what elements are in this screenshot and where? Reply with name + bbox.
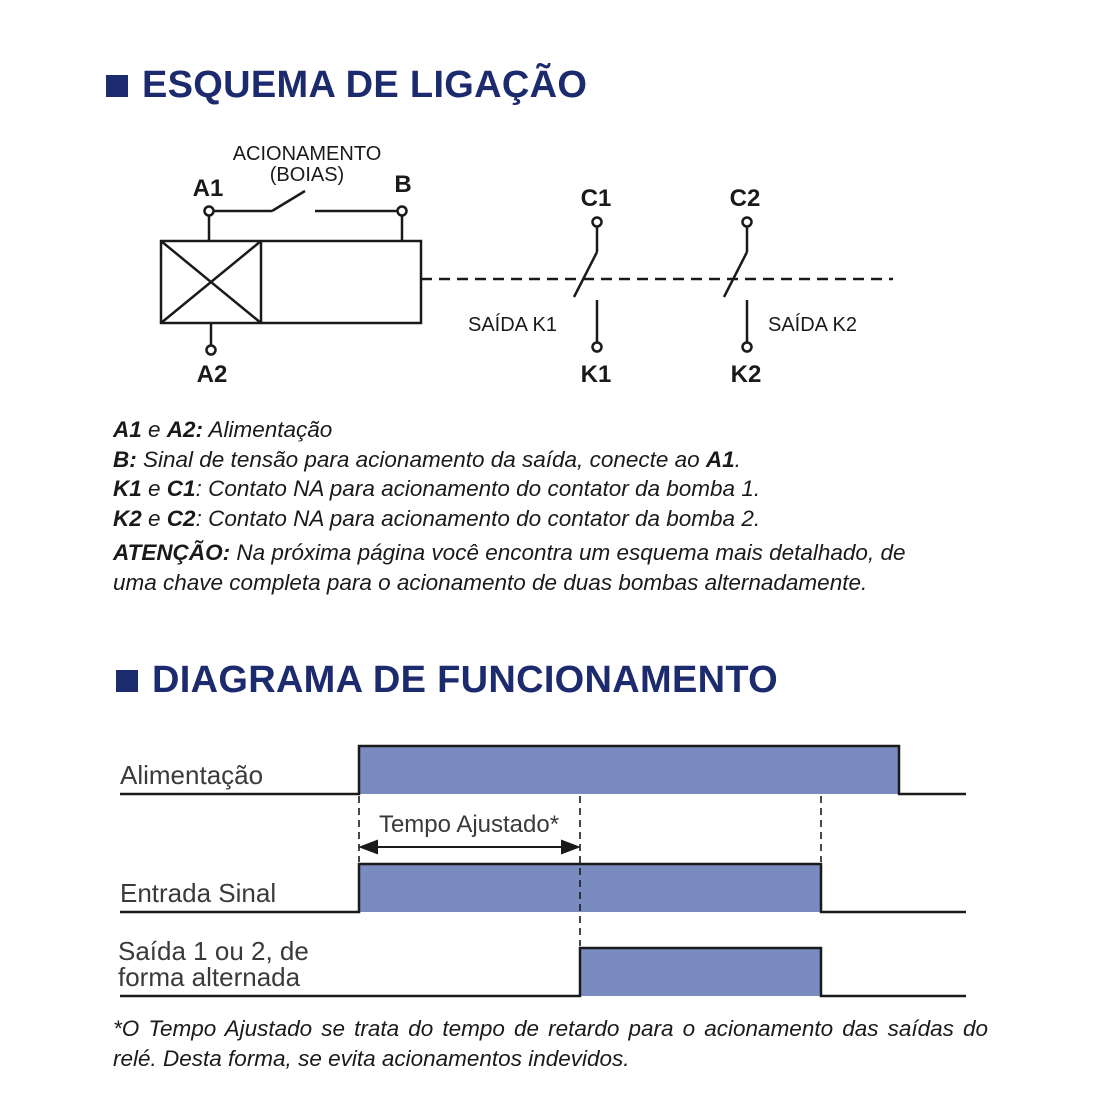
row-label-signal: Entrada Sinal [120,878,277,908]
output-pulse [580,948,821,996]
legend-line-k2 [113,504,1013,534]
timing-diagram [118,746,966,996]
legend-desc: Sinal de tensão para acionamento da saída, conecte ao [136,446,706,472]
interval-arrow-right-head [562,841,578,853]
label-a1: A1 [192,175,224,202]
attention-label: ATENÇÃO: [113,540,231,565]
k2-terminal [743,343,752,352]
interval-arrow-left-head [361,841,377,853]
legend-term: C1 [166,476,196,501]
signal-pulse [359,864,821,912]
terminal-legend [113,415,1013,597]
section-title-text: DIAGRAMA DE FUNCIONAMENTO [152,659,779,701]
section-title-operation [116,659,778,702]
interval-label: Tempo Ajustado* [378,811,560,838]
row-label-output-1: Saída 1 ou 2, de [118,936,309,966]
row-label-power: Alimentação [120,760,264,790]
float-switch-blade [272,191,305,211]
legend-term: C2 [166,505,196,531]
label-c2: C2 [729,185,761,212]
k2-contact-blade [724,252,747,297]
legend-line-k1 [113,474,1013,504]
a1-terminal [205,207,214,216]
legend-term: B: [113,446,137,472]
actuation-label: ACIONAMENTO [232,143,382,165]
legend-desc: : Contato NA para acionamento do contator da bomba 2. [195,505,761,531]
legend-term: A2: [166,417,204,442]
label-b: B [394,171,412,198]
legend-desc: : Contato NA para acionamento do contator da bomba 1. [195,476,761,501]
label-k2: K2 [730,361,762,388]
legend-conj: e [141,476,167,501]
output-k2-label: SAÍDA K2 [768,314,857,336]
attention-line-2: uma chave completa para o acionamento de duas bombas alternadamente. [113,569,868,595]
legend-term: K1 [113,476,142,501]
label-c1: C1 [580,185,612,212]
floats-label: (BOIAS) [269,164,345,186]
c2-terminal [743,218,752,227]
legend-term: A1 [705,446,735,472]
label-k1: K1 [580,361,612,388]
title-bullet-square [116,670,138,692]
k1-terminal [593,343,602,352]
legend-term: A1 [113,417,142,442]
legend-desc: . [734,446,741,472]
legend-line-signal [113,445,1013,475]
relay-body [161,241,421,323]
attention-text: Na próxima página você encontra um esquema mais detalhado, de [230,540,906,565]
section-title-text: ESQUEMA DE LIGAÇÃO [142,64,588,106]
legend-conj: e [141,417,167,442]
legend-desc: Alimentação [203,417,333,442]
b-terminal [398,207,407,216]
legend-term: K2 [113,505,142,531]
label-a2: A2 [196,361,228,388]
attention-line-1 [113,538,1013,568]
a2-terminal [207,346,216,355]
legend-line-power [113,415,1013,445]
output-k1-label: SAÍDA K1 [468,314,557,336]
legend-conj: e [141,505,167,531]
footnote: *O Tempo Ajustado se trata do tempo de retardo para o acionamento das saídas do relé. Desta forma, se evita acionamentos indevidos. [113,1016,988,1071]
k1-contact-blade [574,252,597,297]
c1-terminal [593,218,602,227]
row-label-output-2: forma alternada [118,962,301,992]
power-pulse [359,746,899,794]
